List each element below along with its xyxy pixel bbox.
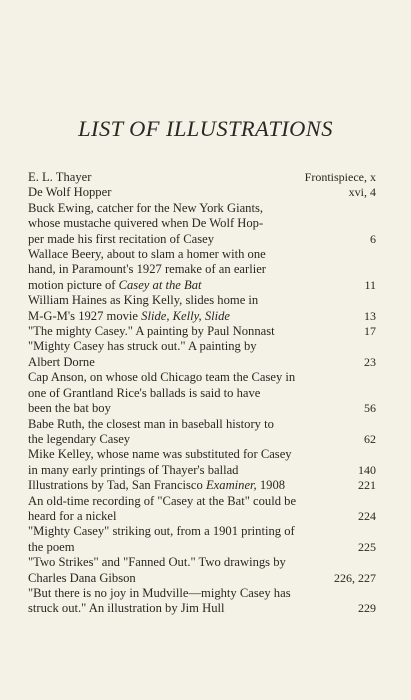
- entry-text: William Haines as King Kelly, slides home in: [28, 293, 259, 308]
- entry-text-prefix: Illustrations by Tad, San Francisco: [28, 478, 206, 493]
- entry-text: Charles Dana Gibson: [28, 570, 136, 585]
- entry-text: E. L. Thayer: [28, 170, 92, 184]
- entry-text: hand, in Paramount's 1927 remake of an earlier: [28, 262, 266, 277]
- entry-text: struck out." An illustration by Jim Hull: [28, 601, 225, 616]
- entry-text-prefix: M-G-M's 1927 movie: [28, 308, 142, 323]
- entry-text: been the bat boy: [28, 401, 111, 416]
- entry-text: "The mighty Casey." A painting by Paul Nonnast: [28, 324, 275, 339]
- entry-text: in many early printings of Thayer's ballad: [28, 462, 239, 477]
- page-number: 11: [364, 277, 376, 292]
- page-number: 13: [364, 308, 376, 323]
- entry-text: "Mighty Casey has struck out." A painting by: [28, 339, 257, 354]
- list-item: [28, 524, 376, 555]
- entry-text: Cap Anson, on whose old Chicago team the Casey in: [28, 370, 296, 385]
- list-item: [28, 293, 376, 324]
- entry-text: the legendary Casey: [28, 431, 131, 446]
- entry-text-prefix: motion picture of: [28, 277, 119, 292]
- entry-text: heard for a nickel: [28, 508, 117, 523]
- page-number: 140: [358, 462, 376, 477]
- page-number: 229: [358, 601, 376, 616]
- page-number: 56: [364, 401, 376, 416]
- page-number: 62: [364, 431, 376, 446]
- film-title: Slide, Kelly, Slide: [141, 308, 231, 323]
- list-item: [28, 417, 376, 448]
- page-title: LIST OF ILLUSTRATIONS: [78, 116, 333, 141]
- entry-text: [28, 478, 346, 493]
- list-item: [28, 447, 376, 478]
- entry-text: De Wolf Hopper: [28, 185, 112, 200]
- list-item: [28, 201, 376, 247]
- entry-text: Mike Kelley, whose name was substituted for Casey: [28, 447, 292, 462]
- page-number: 225: [358, 539, 376, 554]
- entry-text: whose mustache quivered when De Wolf Hop-: [28, 216, 264, 231]
- entry-text: the poem: [28, 539, 75, 554]
- entry-text: "Two Strikes" and "Fanned Out." Two drawings by: [28, 555, 286, 570]
- list-item: [28, 494, 376, 525]
- page-number: 224: [358, 508, 376, 523]
- list-item: [28, 478, 376, 493]
- entry-text: An old-time recording of "Casey at the Bat" could be: [28, 493, 297, 508]
- entry-text: [28, 277, 346, 293]
- entry-text: "But there is no joy in Mudville—mighty Casey has: [28, 585, 291, 600]
- entry-text: per made his first recitation of Casey: [28, 231, 215, 246]
- entry-text: Babe Ruth, the closest man in baseball history to: [28, 416, 274, 431]
- list-item: [28, 324, 376, 339]
- illustrations-list: [28, 170, 376, 617]
- entry-text: [28, 308, 346, 324]
- page-number: 221: [358, 478, 376, 493]
- page-number: 23: [364, 354, 376, 369]
- film-title: Casey at the Bat: [118, 277, 202, 292]
- list-item: [28, 170, 376, 185]
- page-number: 17: [364, 324, 376, 339]
- list-item: [28, 247, 376, 293]
- list-item: [28, 339, 376, 370]
- newspaper-title: Examiner,: [205, 478, 257, 493]
- page-number: 226, 227: [334, 570, 376, 585]
- entry-text: Albert Dorne: [28, 354, 95, 369]
- entry-text: Buck Ewing, catcher for the New York Giants,: [28, 200, 264, 215]
- entry-text: "Mighty Casey" striking out, from a 1901 printing of: [28, 524, 295, 539]
- page-number: Frontispiece, x: [304, 170, 376, 184]
- list-item: [28, 370, 376, 416]
- list-item: [28, 555, 376, 586]
- entry-text-suffix: 1908: [256, 478, 286, 493]
- page-number: xvi, 4: [348, 185, 376, 200]
- list-item: [28, 586, 376, 617]
- list-item: [28, 185, 376, 200]
- entry-text: one of Grantland Rice's ballads is said to have: [28, 385, 261, 400]
- page-number: 6: [370, 231, 376, 246]
- entry-text: Wallace Beery, about to slam a homer with one: [28, 247, 266, 262]
